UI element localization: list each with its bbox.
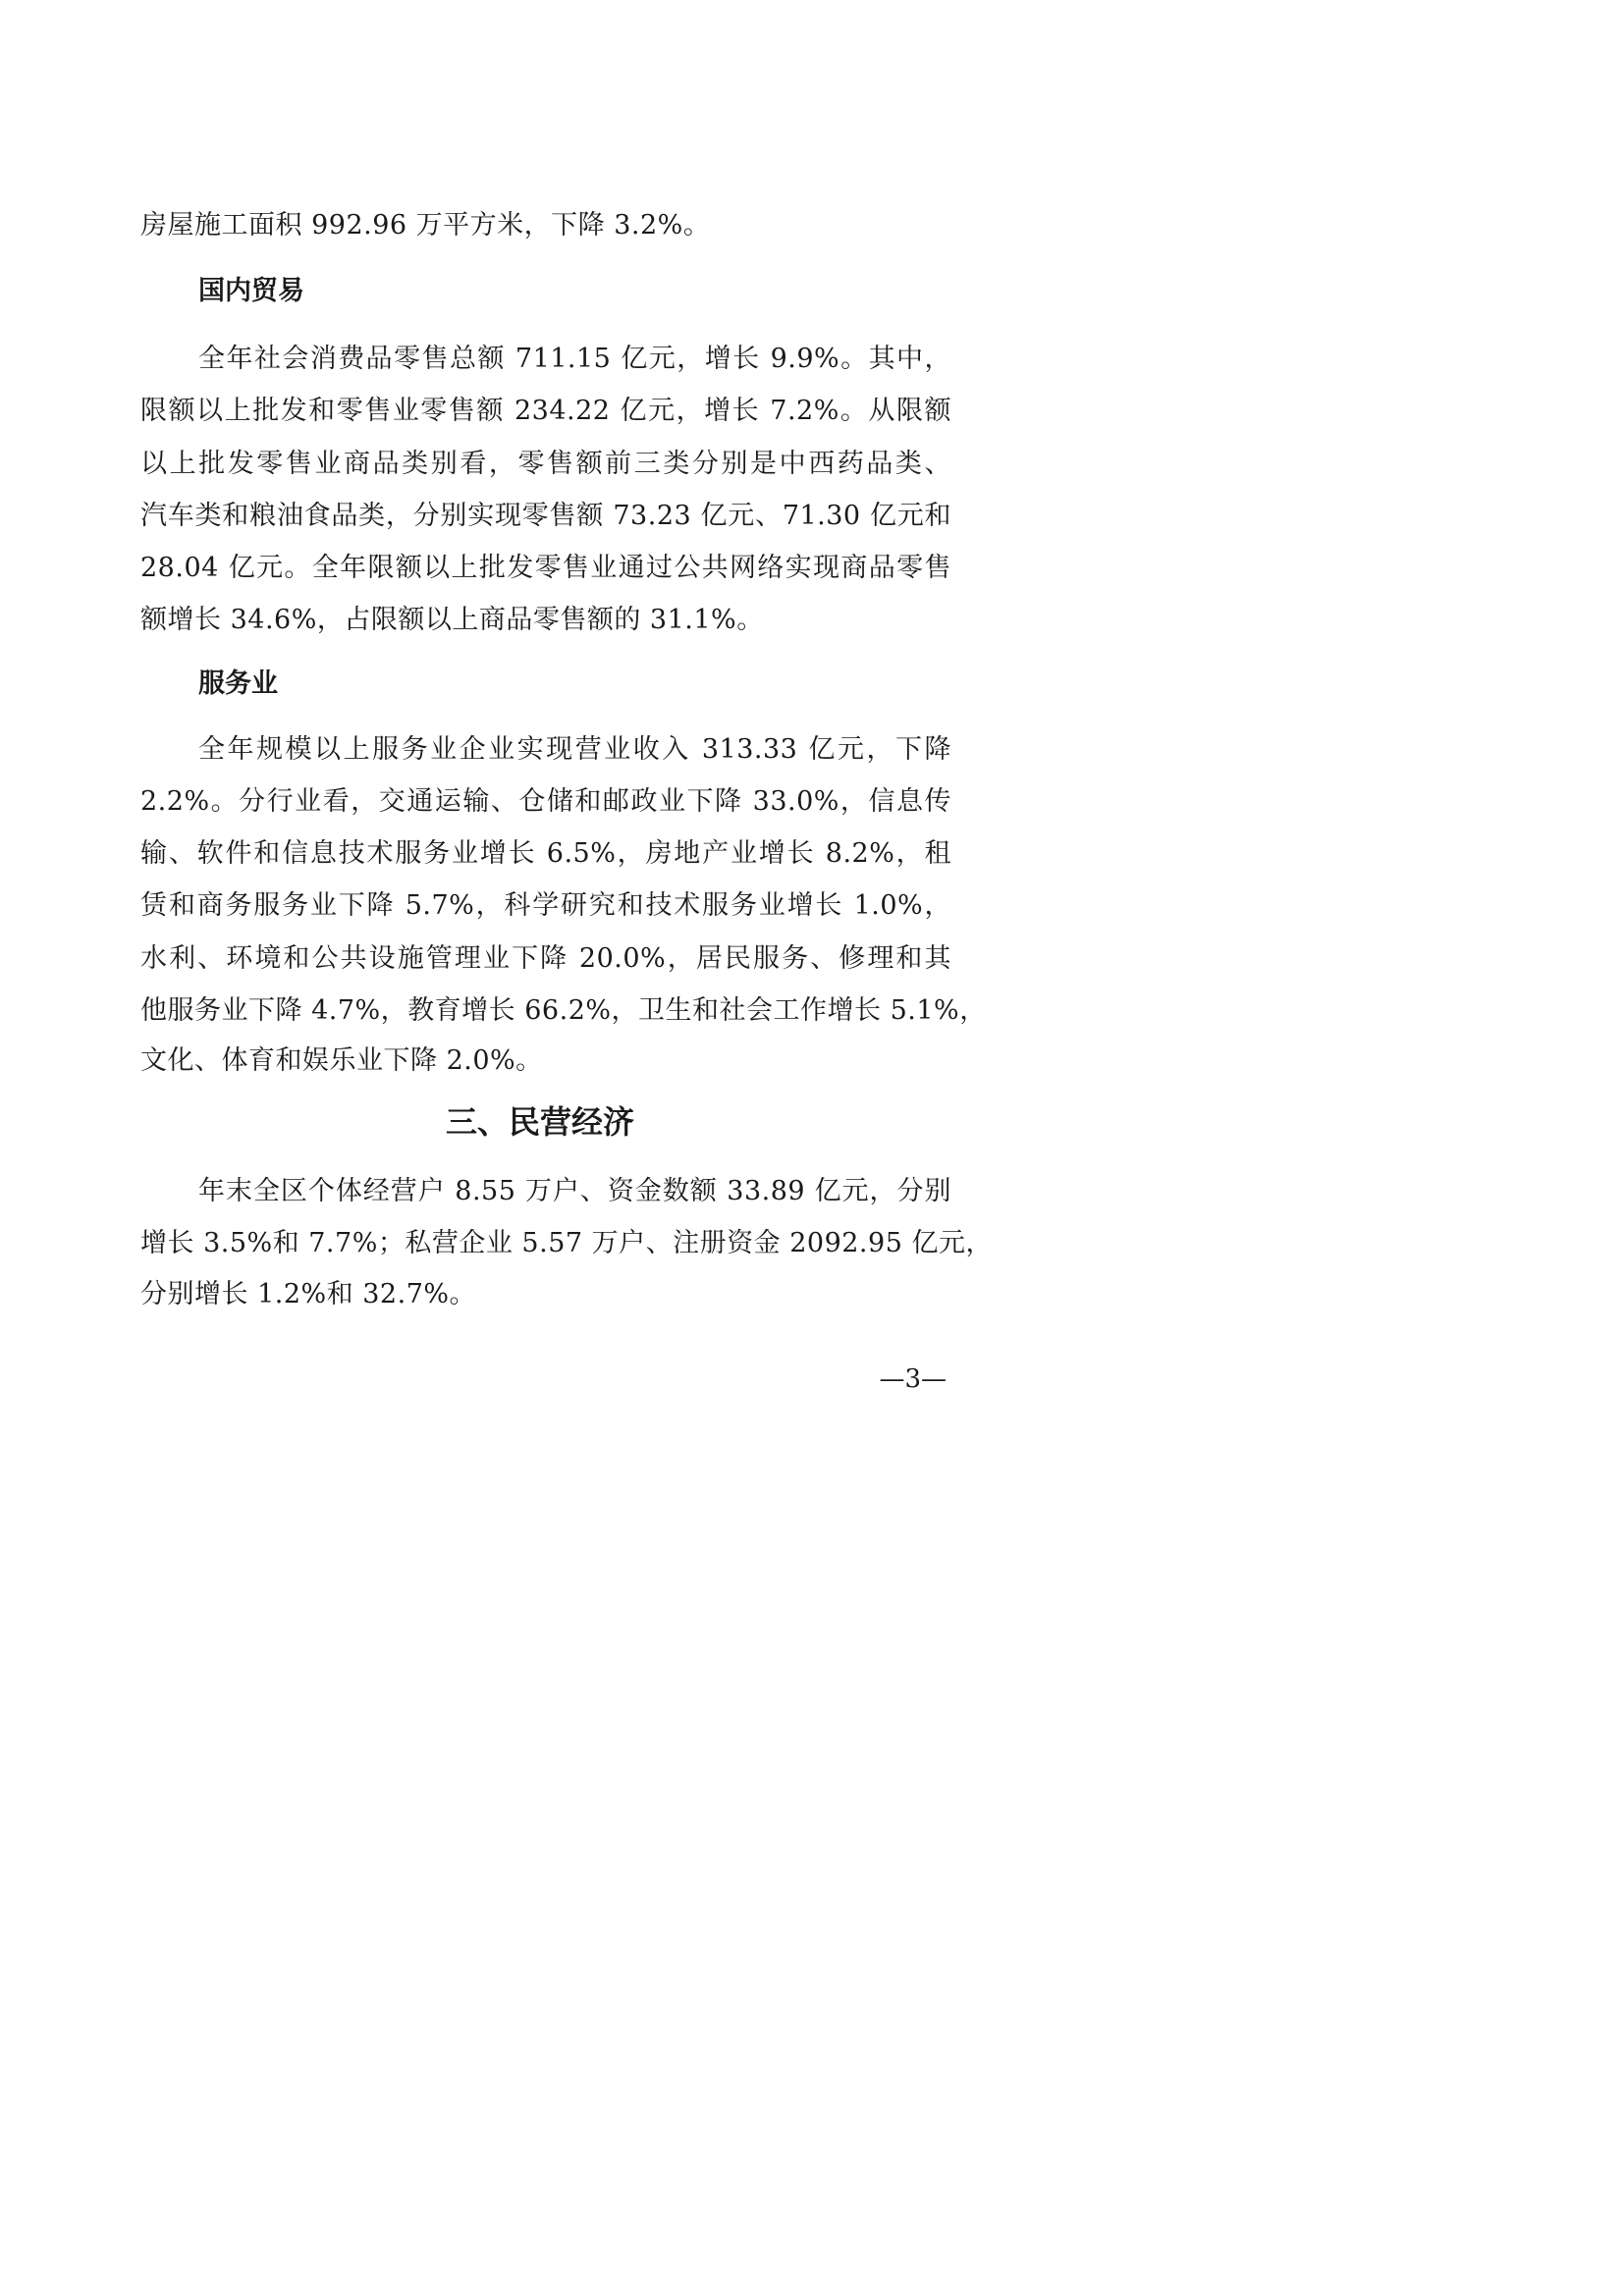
heading-domestic-trade: 国内贸易 [198, 276, 304, 306]
paragraph-line: 限额以上批发和零售业零售额 234.22 亿元，增长 7.2%。从限额 [140, 396, 951, 426]
heading-services: 服务业 [198, 668, 278, 699]
paragraph-line: 输、软件和信息技术服务业增长 6.5%，房地产业增长 8.2%，租 [140, 838, 951, 869]
section-title-private-economy: 三、民营经济 [445, 1103, 634, 1141]
paragraph-line: 房屋施工面积 992.96 万平方米，下降 3.2%。 [140, 210, 711, 240]
paragraph-line: 赁和商务服务业下降 5.7%，科学研究和技术服务业增长 1.0%， [140, 890, 951, 921]
paragraph-line: 全年规模以上服务业企业实现营业收入 313.33 亿元，下降 [198, 734, 951, 765]
paragraph-line: 分别增长 1.2%和 32.7%。 [140, 1279, 477, 1309]
paragraph-line: 文化、体育和娱乐业下降 2.0%。 [140, 1045, 543, 1076]
paragraph-line: 以上批发零售业商品类别看，零售额前三类分别是中西药品类、 [140, 449, 951, 479]
paragraph-line: 增长 3.5%和 7.7%；私营企业 5.57 万户、注册资金 2092.95 亿元， [140, 1228, 993, 1258]
paragraph-line: 他服务业下降 4.7%，教育增长 66.2%，卫生和社会工作增长 5.1%， [140, 995, 987, 1026]
page-number: —3— [879, 1364, 947, 1394]
paragraph-line: 水利、环境和公共设施管理业下降 20.0%，居民服务、修理和其 [140, 943, 951, 974]
paragraph-line: 汽车类和粮油食品类，分别实现零售额 73.23 亿元、71.30 亿元和 [140, 501, 951, 531]
document-page [0, 0, 1080, 1526]
paragraph-line: 年末全区个体经营户 8.55 万户、资金数额 33.89 亿元，分别 [198, 1176, 951, 1206]
paragraph-line: 全年社会消费品零售总额 711.15 亿元，增长 9.9%。其中， [198, 344, 951, 374]
paragraph-line: 2.2%。分行业看，交通运输、仓储和邮政业下降 33.0%，信息传 [140, 786, 951, 817]
paragraph-line: 额增长 34.6%，占限额以上商品零售额的 31.1%。 [140, 605, 764, 635]
paragraph-line: 28.04 亿元。全年限额以上批发零售业通过公共网络实现商品零售 [140, 553, 951, 583]
